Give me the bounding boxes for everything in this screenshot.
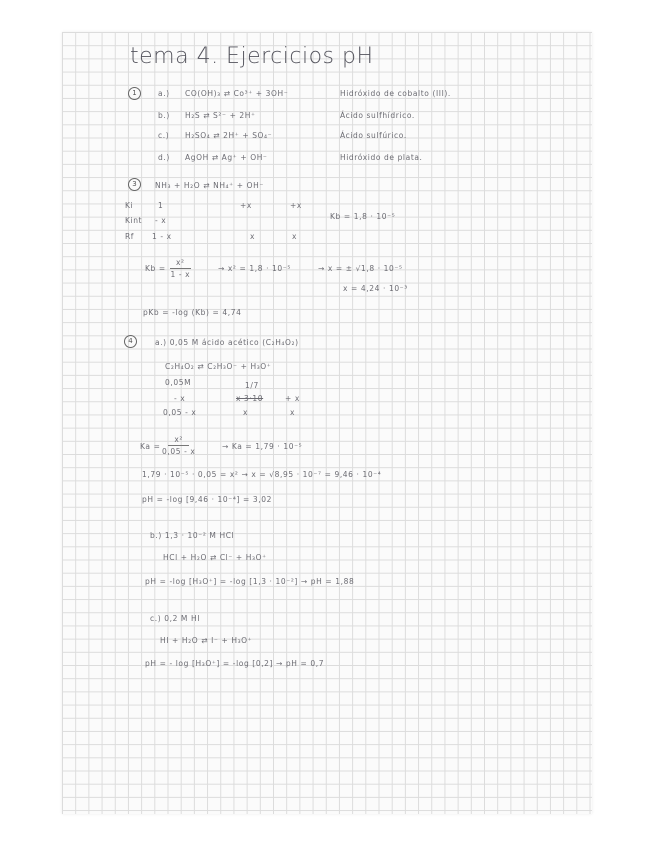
ex4a-ka-fraction <box>162 435 195 456</box>
ex3-kb-lhs: Kb = <box>145 264 166 273</box>
ex1-eq-a: CO(OH)₃ ⇄ Co³⁺ + 3OH⁻ <box>185 89 289 98</box>
ex3-ki-3: +x <box>290 201 302 210</box>
ex3-kf-3: x <box>292 232 298 241</box>
ex4a-row2-3: + x <box>285 394 300 403</box>
ex4a-row2-1: - x <box>174 394 186 403</box>
ex3-kf-1: 1 - x <box>152 232 172 241</box>
ex1-label-c: c.) <box>158 131 170 140</box>
ex4a-ka-value: → Ka = 1,79 · 10⁻⁵ <box>222 442 303 451</box>
ex4a-row3-1: 0,05 - x <box>163 408 197 417</box>
ex4c-ph: pH = - log [H₃O⁺] = -log [0,2] → pH = 0,7 <box>145 659 325 668</box>
exercise-3-number: 3 <box>128 178 141 191</box>
ex4b-ph: pH = -log [H₃O⁺] = -log [1,3 · 10⁻²] → pH = 1,88 <box>145 577 355 586</box>
ex4a-ka-lhs: Ka = <box>140 442 161 451</box>
ex4a-heading: a.) 0,05 M ácido acético (C₂H₄O₂) <box>155 338 299 347</box>
ex3-kb-fraction <box>170 258 191 279</box>
ex3-ki-2: +x <box>240 201 252 210</box>
ex1-eq-d: AgOH ⇄ Ag⁺ + OH⁻ <box>185 153 268 162</box>
ex3-step3: → x = ± √1,8 · 10⁻⁵ <box>318 264 403 273</box>
ex3-ki-label: Ki <box>125 201 134 210</box>
ex1-eq-c: H₂SO₄ ⇄ 2H⁺ + SO₄⁻ <box>185 131 273 140</box>
ex3-kf-label: Rf <box>125 232 135 241</box>
ex3-x-result: x = 4,24 · 10⁻³ <box>343 284 408 293</box>
ex3-ki-1: 1 <box>158 201 164 210</box>
ex4a-row3-2: x <box>243 408 249 417</box>
grid-paper <box>62 32 592 814</box>
ex1-label-b: b.) <box>158 111 170 120</box>
ex4a-row2-crossed: x 3·10 <box>236 394 264 403</box>
ex4c-heading: c.) 0,2 M HI <box>150 614 201 623</box>
ex4b-heading: b.) 1,3 · 10⁻² M HCl <box>150 531 235 540</box>
exercise-4-number: 4 <box>124 335 137 348</box>
ex4a-ph: pH = -log [9,46 · 10⁻⁴] = 3,02 <box>142 495 272 504</box>
ex3-kf-2: x <box>250 232 256 241</box>
exercise-1-number: 1 <box>128 87 141 100</box>
ex4a-calc: 1,79 · 10⁻⁵ · 0,05 = x² → x = √8,95 · 10⁻⁷ = 9,46 · 10⁻⁴ <box>142 470 382 479</box>
ex3-kb-denominator: 1 - x <box>170 270 191 279</box>
ex4a-row2-note: 1/7 <box>245 381 259 390</box>
ex4a-equation: C₂H₄O₂ ⇄ C₂H₃O⁻ + H₃O⁺ <box>165 362 272 371</box>
ex4a-ka-numerator: x² <box>168 435 189 446</box>
ex3-kb-value: Kb = 1,8 · 10⁻⁵ <box>330 212 396 221</box>
page-title: tema 4. Ejercicios pH <box>130 44 374 69</box>
ex3-pkb: pKb = -log (Kb) = 4,74 <box>143 308 242 317</box>
ex1-name-b: Ácido sulfhídrico. <box>340 111 415 120</box>
ex4c-equation: HI + H₂O ⇄ I⁻ + H₃O⁺ <box>160 636 253 645</box>
ex4a-row3-3: x <box>290 408 296 417</box>
ex3-step2: → x² = 1,8 · 10⁻⁵ <box>218 264 291 273</box>
ex1-name-a: Hidróxido de cobalto (III). <box>340 89 451 98</box>
ex3-equation: NH₃ + H₂O ⇄ NH₄⁺ + OH⁻ <box>155 181 264 190</box>
ex1-eq-b: H₂S ⇄ S²⁻ + 2H⁺ <box>185 111 256 120</box>
ex4b-equation: HCl + H₂O ⇄ Cl⁻ + H₃O⁺ <box>163 553 267 562</box>
ex3-kint-1: - x <box>155 216 167 225</box>
ex4a-conc: 0,05M <box>165 378 192 387</box>
ex1-name-c: Ácido sulfúrico. <box>340 131 407 140</box>
ex1-name-d: Hidróxido de plata. <box>340 153 423 162</box>
ex3-kint-label: Kint <box>125 216 143 225</box>
ex3-kb-numerator: x² <box>170 258 191 269</box>
ex4a-ka-denominator: 0,05 - x <box>162 447 196 456</box>
ex1-label-a: a.) <box>158 89 170 98</box>
ex1-label-d: d.) <box>158 153 170 162</box>
